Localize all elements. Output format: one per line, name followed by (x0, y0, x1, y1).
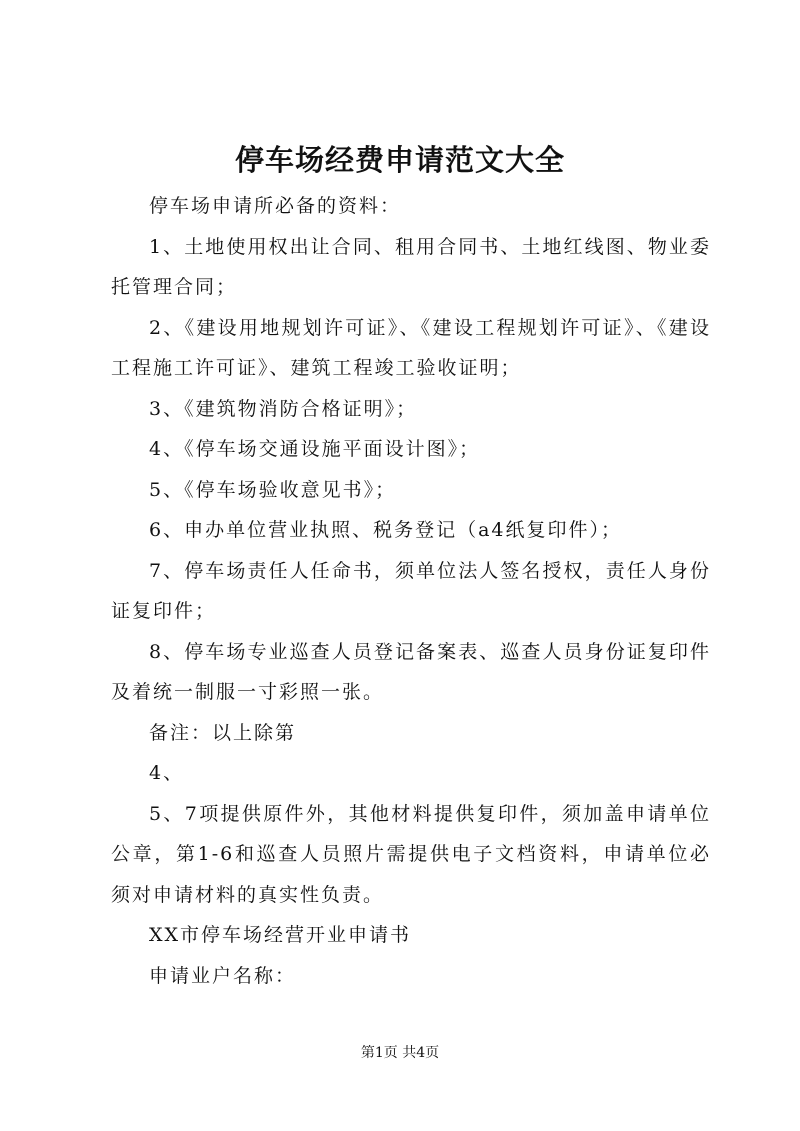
paragraph-item-1: 1、土地使用权出让合同、租用合同书、土地红线图、物业委托管理合同； (111, 235, 711, 298)
document-title: 停车场经费申请范文大全 (234, 143, 565, 177)
paragraph-item-5: 5、《停车场验收意见书》； (149, 478, 397, 501)
paragraph-note: 备注：以上除第 (149, 721, 297, 744)
paragraph-item-8: 8、停车场专业巡查人员登记备案表、巡查人员身份证复印件及着统一制服一寸彩照一张。 (111, 640, 711, 703)
paragraph-item-6: 6、申办单位营业执照、税务登记（a4纸复印件）； (149, 519, 623, 541)
paragraph-item-4: 4、《停车场交通设施平面设计图》； (149, 438, 481, 460)
paragraph-intro: 停车场申请所必备的资料： (149, 195, 402, 217)
page-number: 第1页 共4页 (360, 1045, 440, 1061)
paragraph-heading-application: XX市停车场经营开业申请书 (149, 924, 412, 946)
paragraph-note-5: 5、7项提供原件外，其他材料提供复印件，须加盖申请单位公章，第1-6和巡查人员照片需提供电子文档资料，申请单位必须对申请材料的真实性负责。 (111, 802, 711, 906)
paragraph-note-4: 4、 (149, 762, 185, 784)
paragraph-applicant-name: 申请业户名称： (149, 964, 297, 987)
document-body (111, 186, 711, 996)
paragraph-item-3: 3、《建筑物消防合格证明》； (149, 397, 418, 420)
paragraph-item-7: 7、停车场责任人任命书，须单位法人签名授权，责任人身份证复印件； (111, 559, 711, 622)
paragraph-item-2: 2、《建设用地规划许可证》、《建设工程规划许可证》、《建设工程施工许可证》、建筑工程竣工验收证明； (111, 316, 711, 379)
